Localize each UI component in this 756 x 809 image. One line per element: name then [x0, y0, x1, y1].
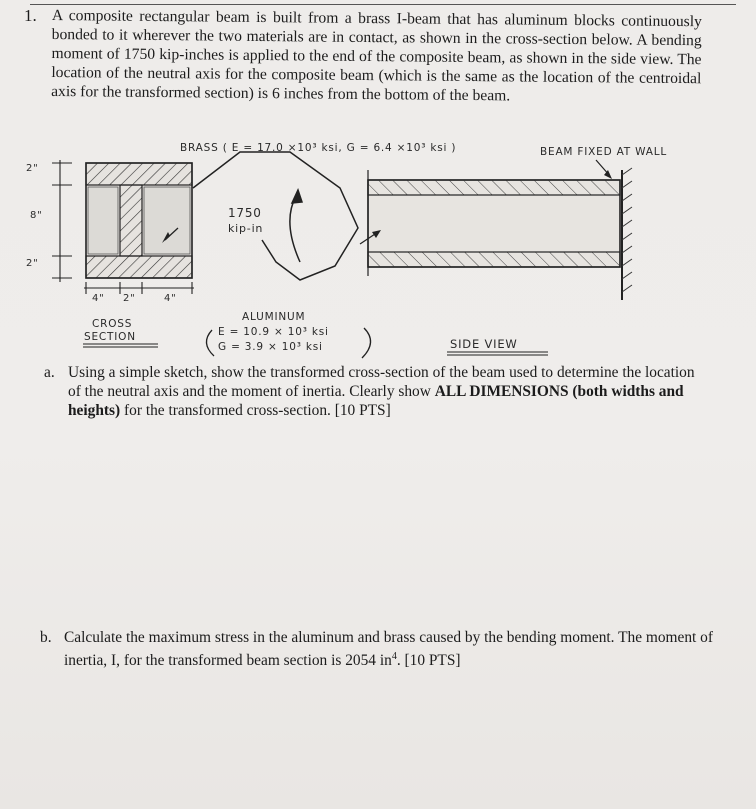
- problem-statement: A composite rectangular beam is built from a brass I-beam that has aluminum blocks continuously bonded to it wherever the two materials are in contact, as shown in the cross-section below. A bending moment of 1750 kip-inches is applied to the end of the composite beam, as shown in the side view. The location of the neutral axis for the composite beam (which is the same as the location of the centroidal axis for the transformed section) is 6 inches from the bottom of the beam.: [51, 6, 702, 105]
- aluminum-modulus: E = 10.9 × 10³ ksi: [218, 326, 329, 338]
- part-b-text-1: Calculate the maximum stress in the aluminum and brass caused by the bending moment. The moment of inertia, I, for the transformed beam section is 2054 in: [64, 629, 713, 670]
- part-b-text-2: . [10 PTS]: [396, 652, 461, 670]
- part-b: [40, 628, 740, 673]
- part-a-text: [68, 363, 708, 420]
- part-a-text-1: Using a simple sketch, show the transformed cross-section of the beam used to determine the location of the neutral axis and the moment of inertia. Clearly show: [68, 364, 695, 400]
- dim-bottom-flange: 2": [26, 258, 39, 269]
- part-a: [44, 363, 734, 423]
- cross-section-label-1: CROSS: [92, 318, 133, 330]
- part-b-text: [64, 628, 734, 670]
- cross-section-label-2: SECTION: [84, 331, 136, 343]
- cross-section-drawing: [86, 163, 192, 278]
- side-view-drawing: [360, 160, 632, 300]
- moment-value: 1750: [228, 206, 262, 220]
- side-view-label: SIDE VIEW: [450, 337, 518, 351]
- aluminum-label: ALUMINUM: [242, 311, 306, 323]
- dim-top-flange: 2": [26, 163, 39, 174]
- moment-arc: [193, 152, 358, 280]
- fixed-wall-label: BEAM FIXED AT WALL: [540, 146, 668, 158]
- dim-web-height: 8": [30, 210, 43, 221]
- dim-right-width: 4": [164, 293, 177, 304]
- dim-web-width: 2": [123, 293, 136, 304]
- part-b-label: b.: [40, 629, 52, 646]
- dim-left-width: 4": [92, 293, 105, 304]
- aluminum-shear-modulus: G = 3.9 × 10³ ksi: [218, 341, 323, 353]
- height-dimensions: [52, 160, 72, 282]
- part-a-text-2: for the transformed cross-section. [10 PTS]: [120, 402, 391, 419]
- moment-unit: kip-in: [228, 222, 264, 235]
- brass-properties-label: BRASS ( E = 17.0 ×10³ ksi, G = 6.4 ×10³ ksi ): [180, 142, 457, 154]
- problem-number: 1.: [24, 6, 37, 25]
- part-b-superscript: 4: [391, 651, 397, 662]
- part-a-label: a.: [44, 364, 55, 381]
- part-a-bold: ALL DIMENSIONS (both widths and heights): [68, 383, 684, 419]
